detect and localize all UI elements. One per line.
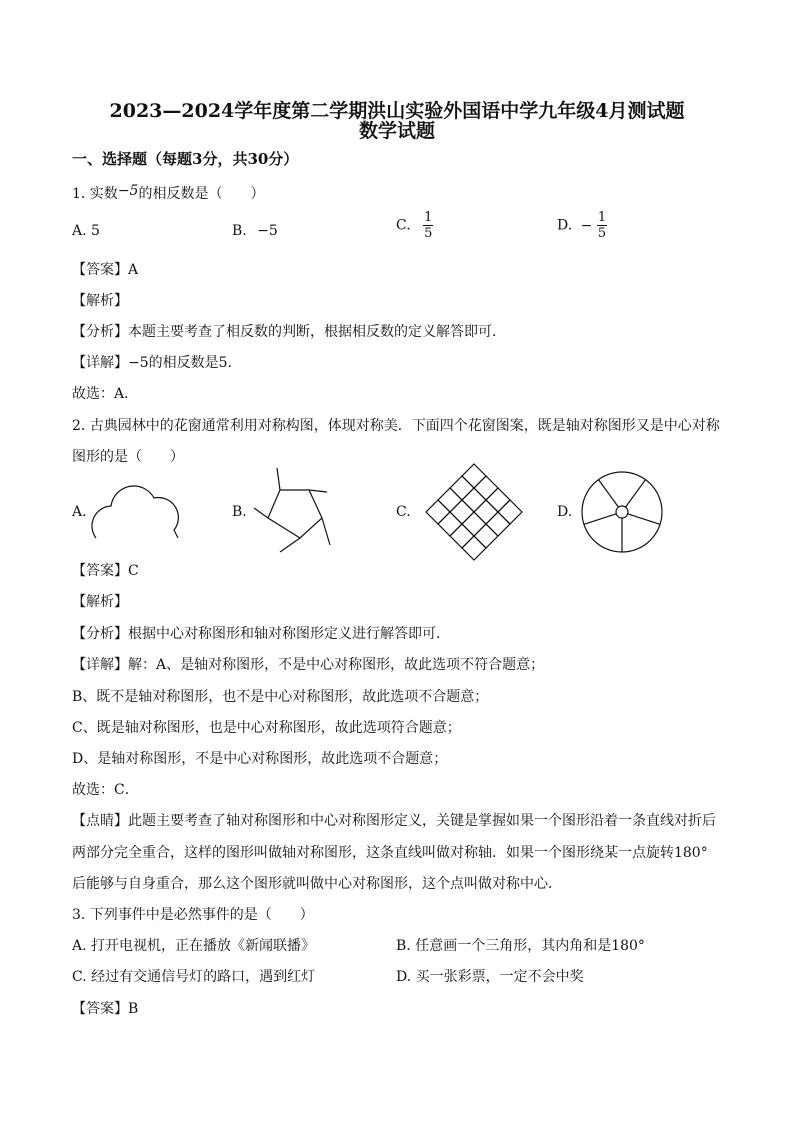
blossom-divider [598, 480, 618, 508]
blossom-center [616, 506, 628, 518]
lattice-diamond [486, 512, 510, 536]
q1-stem [72, 183, 264, 203]
q1-answer [72, 259, 138, 279]
q2-xiangjie [72, 654, 544, 674]
q1-option-c-fraction [423, 210, 433, 241]
q2-option-a-label: A. [72, 504, 87, 520]
q2-dianjing-tag: 【点睛】 [72, 813, 128, 829]
blossom-divider [626, 480, 646, 508]
q2-answer-tag: 【答案】 [72, 563, 128, 579]
lattice-diamond [474, 476, 498, 500]
q3-option-c: C. 经过有交通信号灯的路口，遇到红灯 [72, 969, 316, 985]
q1-option-b-letter: B. [232, 223, 247, 239]
q1-stem-pre: 1. 实数 [72, 186, 118, 202]
q3-option-a: A. 打开电视机，正在播放《新闻联播》 [72, 938, 316, 954]
q2-xiangjie-text: 解：A、是轴对称图形，不是中心对称图形，故此选项不符合题意； [128, 657, 545, 673]
q1-option-b-value: −5 [257, 223, 278, 239]
blossom-divider [628, 514, 660, 525]
q2-fenxi-text: 根据中心对称图形和轴对称图形定义进行解答即可． [128, 626, 450, 642]
q2-stem-line2: 图形的是（ ） [72, 449, 184, 465]
q1-xiangjie-text: −5的相反数是5． [128, 355, 242, 371]
q2-stem-line1: 2. 古典园林中的花窗通常利用对称构图，体现对称美．下面四个花窗图案，既是轴对称图形又是中心对称 [72, 418, 720, 434]
lattice-diamond [462, 488, 486, 512]
q3-stem: 3. 下列事件中是必然事件的是（ ） [72, 907, 314, 923]
q1-analysis-tag: 【解析】 [72, 293, 128, 309]
q2-answer [72, 560, 139, 580]
lattice-diamond [462, 536, 486, 560]
q2-fenxi-tag: 【分析】 [72, 626, 128, 642]
q2-option-d-label: D. [557, 504, 573, 520]
q1-fenxi-tag: 【分析】 [72, 324, 128, 340]
figure-b-pinwheel [250, 468, 340, 558]
page-subtitle: 数学试题 [358, 120, 435, 142]
q2-line-c: C、既是轴对称图形，也是中心对称图形，故此选项符合题意； [72, 720, 461, 736]
q1-option-d [557, 210, 607, 241]
lattice-diamond [450, 476, 474, 500]
q1-option-d-letter: D. [557, 217, 573, 234]
lattice-diamond [450, 524, 474, 548]
q1-answer-value: A [128, 262, 139, 278]
section-heading: 一、选择题（每题3分，共30分） [72, 150, 299, 168]
q1-option-c-denominator: 5 [424, 226, 433, 241]
lattice-diamond [438, 512, 462, 536]
q1-option-d-fraction [597, 210, 607, 241]
q2-option-c-label: C. [396, 504, 411, 520]
q1-option-d-sign: − [580, 217, 593, 234]
q2-xiangjie-tag: 【详解】 [72, 657, 128, 673]
q3-answer [72, 998, 138, 1018]
q1-stem-post: 的相反数是（ ） [138, 186, 265, 202]
page-title: 2023—2024学年度第二学期洪山实验外国语中学九年级4月测试题 [109, 100, 685, 122]
lattice-diamond [438, 488, 462, 512]
q1-xiangjie-tag: 【详解】 [72, 355, 128, 371]
q2-line-b: B、既不是轴对称图形，也不是中心对称图形，故此选项不合题意； [72, 689, 489, 705]
figure-a-cloud [88, 478, 188, 548]
q3-option-d: D. 买一张彩票，一定不会中奖 [396, 969, 584, 985]
lattice-diamond [426, 500, 450, 524]
q1-fenxi [72, 321, 506, 341]
lattice-diamond [462, 464, 486, 488]
q2-line-d: D、是轴对称图形，不是中心对称图形，故此选项不合题意； [72, 751, 448, 767]
q1-fenxi-text: 本题主要考查了相反数的判断，根据相反数的定义解答即可． [128, 324, 506, 340]
q3-option-b: B. 任意画一个三角形，其内角和是180° [396, 938, 645, 954]
lattice-diamond [450, 500, 474, 524]
q3-answer-value: B [128, 1001, 139, 1017]
q2-dianjing-text: 此题主要考查了轴对称图形和中心对称图形定义，关键是掌握如果一个图形沿着一条直线对折后 [128, 813, 716, 829]
q2-fenxi [72, 623, 450, 643]
q1-xiangjie [72, 352, 242, 372]
q1-option-d-numerator: 1 [597, 210, 607, 225]
q2-dianjing-line2: 两部分完全重合，这样的图形叫做轴对称图形，这条直线叫做对称轴．如果一个图形绕某一点旋转180° [72, 845, 708, 861]
q2-option-b-label: B. [232, 504, 247, 520]
q1-answer-tag: 【答案】 [72, 262, 128, 278]
q3-answer-tag: 【答案】 [72, 1001, 128, 1017]
q2-analysis-tag: 【解析】 [72, 594, 128, 610]
q1-option-c-letter: C. [396, 217, 411, 234]
q2-answer-value: C [128, 563, 139, 579]
q1-choose: 故选：A． [72, 386, 139, 402]
lattice-diamond [498, 500, 522, 524]
lattice-diamond [462, 512, 486, 536]
q1-stem-number: −5 [117, 183, 139, 199]
q1-option-d-denominator: 5 [597, 226, 607, 241]
lattice-diamond [486, 488, 510, 512]
q2-dianjing-line3: 后能够与自身重合，那么这个图形就叫做中心对称图形，这个点叫做对称中心． [72, 876, 562, 892]
q1-option-a: A. 5 [72, 223, 100, 239]
q1-option-b [232, 223, 278, 239]
lattice-diamond [474, 500, 498, 524]
q2-dianjing-line1 [72, 810, 716, 830]
q1-option-c [396, 210, 433, 241]
lattice-diamond [474, 524, 498, 548]
q2-choose: 故选：C． [72, 782, 139, 798]
q1-option-c-numerator: 1 [424, 210, 433, 225]
figure-c-diamond-lattice [414, 476, 534, 548]
blossom-divider [584, 514, 616, 525]
figure-d-plum-blossom [580, 470, 664, 554]
